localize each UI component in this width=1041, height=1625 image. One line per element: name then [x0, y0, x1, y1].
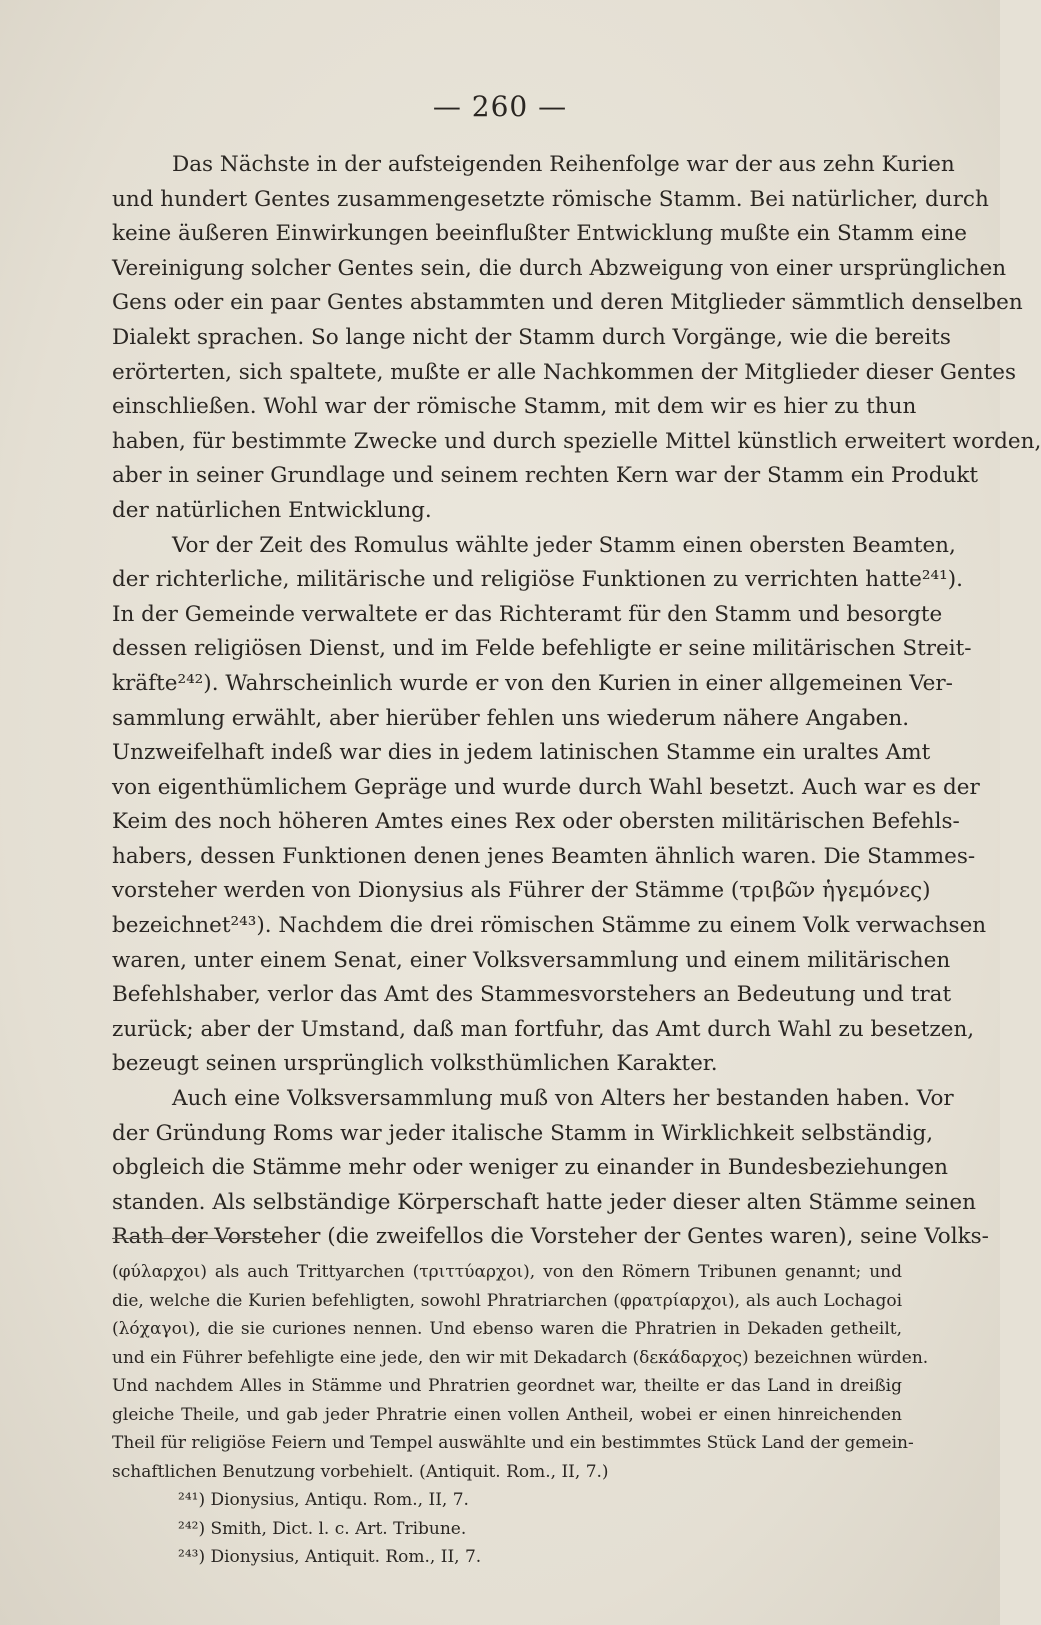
footnote-243: ²⁴³) Dionysius, Antiquit. Rom., II, 7. [178, 1547, 482, 1567]
paragraph [112, 529, 987, 1083]
text-line: einschließen. Wohl war der römische Stamm, mit dem wir es hier zu thun [112, 394, 917, 420]
paragraph [112, 148, 1041, 529]
text-line: aber in seiner Grundlage und seinem rechten Kern war der Stamm ein Produkt [112, 463, 979, 489]
text-line: Rath der Vorsteher (die zweifellos die Vorsteher der Gentes waren), seine Volks- [112, 1224, 989, 1250]
text-line: obgleich die Stämme mehr oder weniger zu einander in Bundesbeziehungen [112, 1155, 949, 1181]
footnote-line: Theil für religiöse Feiern und Tempel auswählte und ein bestimmtes Stück Land der gemein- [112, 1433, 914, 1453]
text-line: haben, für bestimmte Zwecke und durch spezielle Mittel künstlich erweitert worden, [112, 428, 1041, 454]
text-line: der richterliche, militärische und religiöse Funktionen zu verrichten hatte²⁴¹). [112, 567, 963, 593]
text-line: habers, dessen Funktionen denen jenes Beamten ähnlich waren. Die Stammes- [112, 843, 976, 869]
text-line: Unzweifelhaft indeß war dies in jedem latinischen Stamme ein uraltes Amt [112, 740, 931, 766]
footnote-line: die, welche die Kurien befehligten, sowohl Phratriarchen (φρατρίαρχοι), als auch Lochagoi [112, 1290, 902, 1311]
footnote-line: (φύλαρχοι) als auch Trittyarchen (τριττύαρχοι), von den Römern Tribunen genannt; und [112, 1262, 902, 1282]
footnote-242: ²⁴²) Smith, Dict. l. c. Art. Tribune. [178, 1518, 467, 1539]
text-line: sammlung erwählt, aber hierüber fehlen uns wiederum nähere Angaben. [112, 705, 910, 731]
text-line: und hundert Gentes zusammengesetzte römische Stamm. Bei natürlicher, durch [112, 186, 989, 212]
footnotes [112, 1258, 929, 1572]
footnote-line: und ein Führer befehligte eine jede, den wir mit Dekadarch (δεκάδαρχος) bezeichnen würden. [112, 1347, 929, 1368]
text-line: dessen religiösen Dienst, und im Felde befehligte er seine militärischen Streit- [112, 636, 972, 662]
text-line: erörterten, sich spaltete, mußte er alle Nachkommen der Mitglieder dieser Gentes [112, 359, 1017, 385]
text-line: der Gründung Roms war jeder italische Stamm in Wirklichkeit selbständig, [112, 1120, 934, 1146]
text-line: In der Gemeinde verwaltete er das Richteramt für den Stamm und besorgte [112, 601, 943, 627]
page-number: — 260 — [432, 90, 568, 123]
text-line: Vor der Zeit des Romulus wählte jeder Stamm einen obersten Beamten, [172, 532, 956, 558]
footnote-line: schaftlichen Benutzung vorbehielt. (Antiquit. Rom., II, 7.) [112, 1461, 609, 1482]
footnote-line: (λόχαγοι), die sie curiones nennen. Und ebenso waren die Phratrien in Dekaden getheilt, [112, 1319, 902, 1339]
text-line: Das Nächste in der aufsteigenden Reihenfolge war der aus zehn Kurien [172, 152, 955, 177]
text-line: Vereinigung solcher Gentes sein, die durch Abzweigung von einer ursprünglichen [112, 255, 1007, 281]
text-line: keine äußeren Einwirkungen beeinflußter Entwicklung mußte ein Stamm eine [112, 221, 968, 247]
text-line: kräfte²⁴²). Wahrscheinlich wurde er von den Kurien in einer allgemeinen Ver- [112, 670, 953, 696]
text-line: vorsteher werden von Dionysius als Führer der Stämme (τριβῶν ἡγεμόνες) [112, 878, 931, 904]
text-line: Keim des noch höheren Amtes eines Rex oder obersten militärischen Befehls- [112, 809, 960, 835]
footnote-line: gleiche Theile, und gab jeder Phratrie einen vollen Antheil, wobei er einen hinreichenden [112, 1404, 902, 1425]
text-line: waren, unter einem Senat, einer Volksversammlung und einem militärischen [112, 947, 951, 973]
text-line: zurück; aber der Umstand, daß man fortfuhr, das Amt durch Wahl zu besetzen, [112, 1016, 975, 1042]
text-line: Gens oder ein paar Gentes abstammten und deren Mitglieder sämmtlich denselben [112, 290, 1023, 316]
text-line: Dialekt sprachen. So lange nicht der Stamm durch Vorgänge, wie die bereits [112, 324, 951, 350]
footnote-241: ²⁴¹) Dionysius, Antiqu. Rom., II, 7. [178, 1490, 469, 1510]
text-line: standen. Als selbständige Körperschaft hatte jeder dieser alten Stämme seinen [112, 1189, 976, 1215]
main-text [112, 148, 1041, 1255]
footnote-rule [112, 1238, 272, 1239]
footnote-line: Und nachdem Alles in Stämme und Phratrien geordnet war, theilte er das Land in dreißig [112, 1376, 902, 1396]
text-line: Auch eine Volksversammlung muß von Alters her bestanden haben. Vor [172, 1086, 954, 1112]
text-line: Befehlshaber, verlor das Amt des Stammesvorstehers an Bedeutung und trat [112, 982, 952, 1008]
text-line: von eigenthümlichem Gepräge und wurde durch Wahl besetzt. Auch war es der [112, 774, 980, 800]
text-line: bezeichnet²⁴³). Nachdem die drei römischen Stämme zu einem Volk verwachsen [112, 913, 987, 939]
paragraph [112, 1082, 989, 1255]
text-line: der natürlichen Entwicklung. [112, 497, 432, 523]
text-line: bezeugt seinen ursprünglich volksthümlichen Karakter. [112, 1051, 718, 1077]
